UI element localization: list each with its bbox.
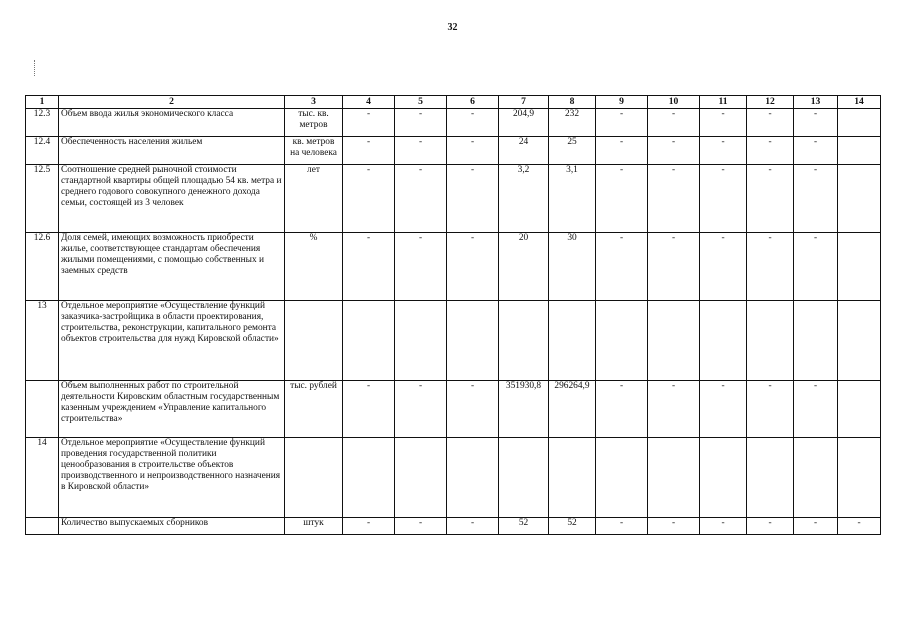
unit-of-measure: тыс. рублей <box>285 381 343 438</box>
table-row <box>26 518 881 535</box>
value-cell-c5 <box>395 438 447 518</box>
indicator-name: Отдельное мероприятие «Осуществление функций проведения государственной политики ценообразования в строительстве объектов производственного и непроизводственного назначения в Кировской области» <box>59 438 285 518</box>
page-number: 32 <box>447 22 458 33</box>
value-cell-c14: - <box>838 518 881 535</box>
value-cell-c4: - <box>343 518 395 535</box>
row-number: 14 <box>26 438 59 518</box>
value-cell-c4 <box>343 301 395 381</box>
table-row <box>26 233 881 301</box>
value-cell-c6: - <box>447 381 499 438</box>
value-cell-c13: - <box>794 518 838 535</box>
value-cell-c5: - <box>395 381 447 438</box>
value-cell-c12 <box>747 438 794 518</box>
value-cell-c14 <box>838 438 881 518</box>
value-cell-c10: - <box>648 518 700 535</box>
value-cell-c13: - <box>794 137 838 165</box>
value-cell-c8: 25 <box>549 137 596 165</box>
value-cell-c5: - <box>395 233 447 301</box>
value-cell-c5: - <box>395 137 447 165</box>
value-cell-c11: - <box>700 381 747 438</box>
value-cell-c7: 24 <box>499 137 549 165</box>
value-cell-c7 <box>499 438 549 518</box>
value-cell-c9: - <box>596 381 648 438</box>
value-cell-c14 <box>838 301 881 381</box>
column-number: 11 <box>700 96 747 109</box>
value-cell-c11: - <box>700 233 747 301</box>
column-number: 3 <box>285 96 343 109</box>
value-cell-c12: - <box>747 137 794 165</box>
unit-of-measure: лет <box>285 165 343 233</box>
table-row <box>26 165 881 233</box>
value-cell-c10: - <box>648 137 700 165</box>
value-cell-c6 <box>447 301 499 381</box>
value-cell-c7: 52 <box>499 518 549 535</box>
value-cell-c14 <box>838 137 881 165</box>
value-cell-c7: 351930,8 <box>499 381 549 438</box>
margin-mark <box>34 60 35 76</box>
unit-of-measure: кв. метров на человека <box>285 137 343 165</box>
value-cell-c14 <box>838 165 881 233</box>
value-cell-c12: - <box>747 165 794 233</box>
value-cell-c7: 204,9 <box>499 109 549 137</box>
value-cell-c11: - <box>700 109 747 137</box>
value-cell-c9 <box>596 438 648 518</box>
indicator-name: Отдельное мероприятие «Осуществление функций заказчика-застройщика в области проектирования, строительства, реконструкции, капитального ремонта объектов строительства для нужд Кировской области» <box>59 301 285 381</box>
value-cell-c11: - <box>700 137 747 165</box>
value-cell-c13 <box>794 438 838 518</box>
column-number: 2 <box>59 96 285 109</box>
column-number: 7 <box>499 96 549 109</box>
value-cell-c10: - <box>648 233 700 301</box>
value-cell-c6: - <box>447 137 499 165</box>
value-cell-c12: - <box>747 109 794 137</box>
indicator-name: Количество выпускаемых сборников <box>59 518 285 535</box>
value-cell-c13: - <box>794 109 838 137</box>
row-number: 12.6 <box>26 233 59 301</box>
value-cell-c8 <box>549 301 596 381</box>
indicator-name: Доля семей, имеющих возможность приобрести жилье, соответствующее стандартам обеспечения жилыми помещениями, с помощью собственных и заемных средств <box>59 233 285 301</box>
unit-of-measure: % <box>285 233 343 301</box>
value-cell-c4: - <box>343 381 395 438</box>
unit-of-measure <box>285 301 343 381</box>
table-row <box>26 301 881 381</box>
value-cell-c10 <box>648 301 700 381</box>
row-number: 12.5 <box>26 165 59 233</box>
column-number: 4 <box>343 96 395 109</box>
indicators-table <box>25 95 881 535</box>
column-number: 14 <box>838 96 881 109</box>
value-cell-c5 <box>395 301 447 381</box>
value-cell-c4: - <box>343 137 395 165</box>
row-number: 13 <box>26 301 59 381</box>
value-cell-c4: - <box>343 165 395 233</box>
value-cell-c5: - <box>395 518 447 535</box>
value-cell-c4: - <box>343 233 395 301</box>
column-number-row <box>26 96 881 109</box>
value-cell-c6: - <box>447 109 499 137</box>
value-cell-c9: - <box>596 165 648 233</box>
value-cell-c14 <box>838 109 881 137</box>
column-number: 9 <box>596 96 648 109</box>
column-number: 1 <box>26 96 59 109</box>
indicator-name: Объем ввода жилья экономического класса <box>59 109 285 137</box>
unit-of-measure <box>285 438 343 518</box>
row-number <box>26 518 59 535</box>
value-cell-c12: - <box>747 381 794 438</box>
value-cell-c8 <box>549 438 596 518</box>
value-cell-c8: 296264,9 <box>549 381 596 438</box>
value-cell-c10: - <box>648 165 700 233</box>
row-number <box>26 381 59 438</box>
column-number: 6 <box>447 96 499 109</box>
row-number: 12.4 <box>26 137 59 165</box>
value-cell-c6: - <box>447 518 499 535</box>
column-number: 12 <box>747 96 794 109</box>
value-cell-c5: - <box>395 109 447 137</box>
value-cell-c8: 30 <box>549 233 596 301</box>
value-cell-c13: - <box>794 381 838 438</box>
unit-of-measure: штук <box>285 518 343 535</box>
value-cell-c13: - <box>794 233 838 301</box>
value-cell-c10: - <box>648 381 700 438</box>
unit-of-measure: тыс. кв. метров <box>285 109 343 137</box>
value-cell-c8: 52 <box>549 518 596 535</box>
column-number: 10 <box>648 96 700 109</box>
column-number: 5 <box>395 96 447 109</box>
table-row <box>26 438 881 518</box>
value-cell-c9: - <box>596 518 648 535</box>
value-cell-c9 <box>596 301 648 381</box>
value-cell-c10: - <box>648 109 700 137</box>
column-number: 13 <box>794 96 838 109</box>
value-cell-c13 <box>794 301 838 381</box>
value-cell-c14 <box>838 381 881 438</box>
value-cell-c11: - <box>700 518 747 535</box>
indicator-name: Объем выполненных работ по строительной деятельности Кировским областным государственным казенным учреждением «Управление капитального строительства» <box>59 381 285 438</box>
value-cell-c11 <box>700 438 747 518</box>
value-cell-c6: - <box>447 233 499 301</box>
value-cell-c12: - <box>747 518 794 535</box>
value-cell-c7 <box>499 301 549 381</box>
table-row <box>26 381 881 438</box>
indicator-name: Соотношение средней рыночной стоимости стандартной квартиры общей площадью 54 кв. метра и среднего годового совокупного денежного дохода семьи, состоящей из 3 человек <box>59 165 285 233</box>
value-cell-c9: - <box>596 109 648 137</box>
table-row <box>26 137 881 165</box>
value-cell-c6: - <box>447 165 499 233</box>
value-cell-c12: - <box>747 233 794 301</box>
value-cell-c7: 3,2 <box>499 165 549 233</box>
value-cell-c4 <box>343 438 395 518</box>
value-cell-c9: - <box>596 137 648 165</box>
value-cell-c11 <box>700 301 747 381</box>
value-cell-c12 <box>747 301 794 381</box>
value-cell-c6 <box>447 438 499 518</box>
value-cell-c13: - <box>794 165 838 233</box>
row-number: 12.3 <box>26 109 59 137</box>
value-cell-c8: 232 <box>549 109 596 137</box>
table-row <box>26 109 881 137</box>
value-cell-c5: - <box>395 165 447 233</box>
column-number: 8 <box>549 96 596 109</box>
value-cell-c4: - <box>343 109 395 137</box>
value-cell-c8: 3,1 <box>549 165 596 233</box>
value-cell-c14 <box>838 233 881 301</box>
value-cell-c11: - <box>700 165 747 233</box>
value-cell-c7: 20 <box>499 233 549 301</box>
value-cell-c9: - <box>596 233 648 301</box>
value-cell-c10 <box>648 438 700 518</box>
indicator-name: Обеспеченность населения жильем <box>59 137 285 165</box>
